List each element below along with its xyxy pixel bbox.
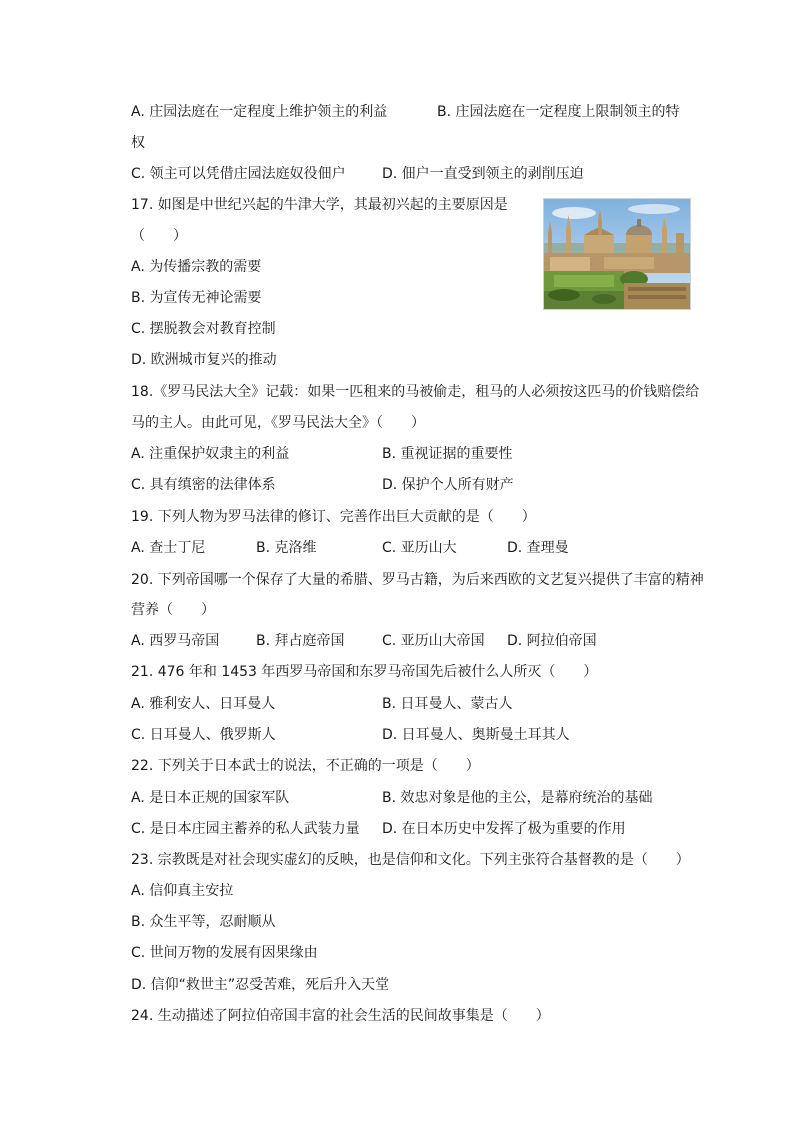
- q20-option-a: A. 西罗马帝国: [131, 633, 220, 649]
- q24-stem: 24. 生动描述了阿拉伯帝国丰富的社会生活的民间故事集是（ ）: [131, 1008, 550, 1024]
- q20-option-b: B. 拜占庭帝国: [256, 633, 345, 649]
- q18-option-b: B. 重视证据的重要性: [382, 446, 513, 462]
- q23-option-d: D. 信仰“救世主”忍受苦难，死后升入天堂: [131, 977, 390, 993]
- q21-option-d: D. 日耳曼人、奥斯曼土耳其人: [382, 727, 570, 743]
- q17-option-d: D. 欧洲城市复兴的推动: [131, 352, 277, 368]
- q16-option-c: C. 领主可以凭借庄园法庭奴役佃户: [131, 166, 346, 182]
- q20-stem-line2: 营养（ ）: [131, 602, 215, 618]
- q21-option-b: B. 日耳曼人、蒙古人: [382, 696, 513, 712]
- q21-stem: 21. 476 年和 1453 年西罗马帝国和东罗马帝国先后被什么人所灭（ ）: [131, 664, 598, 680]
- q17-option-b: B. 为宣传无神论需要: [131, 290, 262, 306]
- q18-option-c: C. 具有缜密的法律体系: [131, 477, 276, 493]
- q19-stem: 19. 下列人物为罗马法律的修订、完善作出巨大贡献的是（ ）: [131, 509, 536, 525]
- q20-option-d: D. 阿拉伯帝国: [507, 633, 597, 649]
- q19-option-d: D. 查理曼: [507, 540, 569, 556]
- q19-option-a: A. 查士丁尼: [131, 540, 206, 556]
- q23-option-a: A. 信仰真主安拉: [131, 883, 234, 899]
- q22-option-a: A. 是日本正规的国家军队: [131, 790, 290, 806]
- q20-option-c: C. 亚历山大帝国: [382, 633, 485, 649]
- q21-option-a: A. 雅利安人、日耳曼人: [131, 696, 276, 712]
- q21-option-c: C. 日耳曼人、俄罗斯人: [131, 727, 276, 743]
- q17-option-c: C. 摆脱教会对教育控制: [131, 321, 276, 337]
- oxford-university-photo: [543, 198, 691, 310]
- q16-option-a: A. 庄园法庭在一定程度上维护领主的利益: [131, 104, 388, 120]
- q19-option-b: B. 克洛维: [256, 540, 317, 556]
- q22-option-c: C. 是日本庄园主蓄养的私人武装力量: [131, 821, 360, 837]
- q17-stem: 17. 如图是中世纪兴起的牛津大学，其最初兴起的主要原因是: [131, 197, 508, 213]
- q22-option-b: B. 效忠对象是他的主公，是幕府统治的基础: [382, 790, 653, 806]
- q16-option-d: D. 佃户一直受到领主的剥削压迫: [382, 166, 584, 182]
- q19-option-c: C. 亚历山大: [382, 540, 457, 556]
- q18-option-a: A. 注重保护奴隶主的利益: [131, 446, 290, 462]
- q23-stem: 23. 宗教既是对社会现实虚幻的反映，也是信仰和文化。下列主张符合基督教的是（ ）: [131, 852, 690, 868]
- q18-option-d: D. 保护个人所有财产: [382, 477, 514, 493]
- q22-stem: 22. 下列关于日本武士的说法，不正确的一项是（ ）: [131, 758, 480, 774]
- q22-option-d: D. 在日本历史中发挥了极为重要的作用: [382, 821, 626, 837]
- q18-stem-line1: 18.《罗马民法大全》记载：如果一匹租来的马被偷走，租马的人必须按这匹马的价钱赔偿给: [131, 384, 700, 400]
- q23-option-c: C. 世间万物的发展有因果缘由: [131, 945, 318, 961]
- q17-option-a: A. 为传播宗教的需要: [131, 259, 262, 275]
- q16-option-b-continued: 权: [131, 135, 145, 151]
- q16-option-b: B. 庄园法庭在一定程度上限制领主的特: [437, 104, 680, 120]
- q17-answer-blank: （ ）: [131, 228, 187, 244]
- q18-stem-line2: 马的主人。由此可见，《罗马民法大全》（ ）: [131, 415, 425, 431]
- q20-stem-line1: 20. 下列帝国哪一个保存了大量的希腊、罗马古籍，为后来西欧的文艺复兴提供了丰富的精神: [131, 572, 704, 588]
- q23-option-b: B. 众生平等，忍耐顺从: [131, 914, 276, 930]
